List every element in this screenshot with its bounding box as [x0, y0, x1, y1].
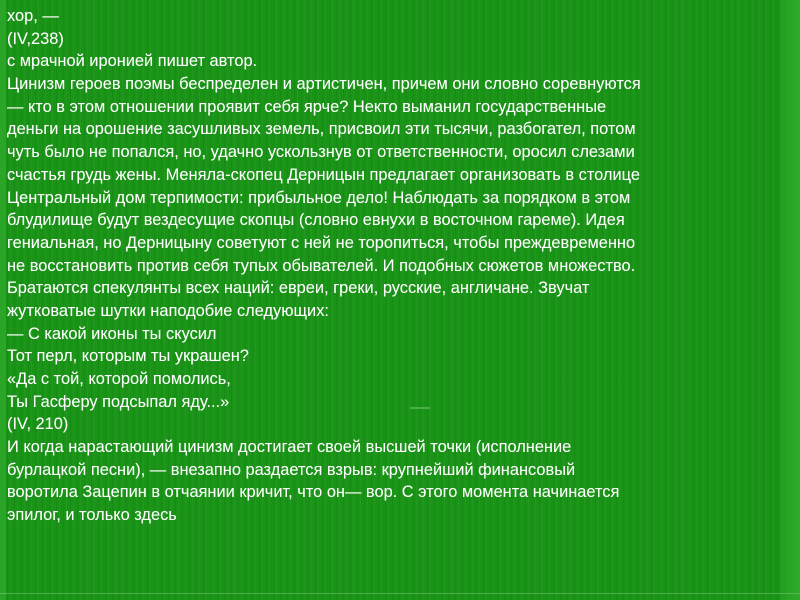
text-line: деньги на орошение засушливых земель, присвоил эти тысячи, разбогател, потом	[7, 120, 636, 139]
bottom-divider-line	[0, 593, 800, 594]
text-line: (IV,238)	[7, 29, 64, 48]
text-line: не восстановить против себя тупых обывателей. И подобных сюжетов множество.	[7, 256, 636, 275]
left-band-decoration	[0, 0, 6, 600]
verse-line: — С какой иконы ты скусил	[7, 324, 217, 343]
text-line: чуть было не попался, но, удачно ускользнув от ответственности, оросил слезами	[7, 143, 635, 162]
text-line: Цинизм героев поэмы беспределен и артистичен, причем они словно соревнуются	[7, 75, 641, 94]
text-line: бурлацкой песни), — внезапно раздается взрыв: крупнейший финансовый	[7, 460, 576, 479]
citation: (IV, 210)	[7, 415, 69, 434]
text-line: жутковатые шутки наподобие следующих:	[7, 301, 329, 320]
text-line: блудилище будут вездесущие скопцы (словно евнухи в восточном гареме). Идея	[7, 211, 625, 230]
verse-line: Тот перл, которым ты украшен?	[7, 347, 249, 366]
text-line: И когда нарастающий цинизм достигает своей высшей точки (исполнение	[7, 438, 572, 457]
text-line: счастья грудь жены. Меняла-скопец Дерницын предлагает организовать в столице	[7, 165, 640, 184]
text-line: хор, —	[7, 7, 59, 25]
text-line: Братаются спекулянты всех наций: евреи, греки, русские, англичане. Звучат	[7, 279, 590, 298]
text-line: воротила Зацепин в отчаянии кричит, что он— вор. С этого момента начинается	[7, 483, 620, 502]
verse-line: Ты Гасферу подсыпал яду...»	[7, 392, 230, 411]
text-line: эпилог, и только здесь	[7, 506, 177, 525]
text-line: с мрачной иронией пишет автор.	[7, 52, 258, 71]
text-line: Центральный дом терпимости: прибыльное дело! Наблюдать за порядком в этом	[7, 188, 631, 207]
text-line: гениальная, но Дерницыну советуют с ней не торопиться, чтобы преждевременно	[7, 233, 636, 252]
verse-line: «Да с той, которой помолись,	[7, 370, 231, 388]
body-text	[7, 5, 787, 527]
text-line: — кто в этом отношении проявит себя ярче? Некто выманил государственные	[7, 97, 607, 116]
